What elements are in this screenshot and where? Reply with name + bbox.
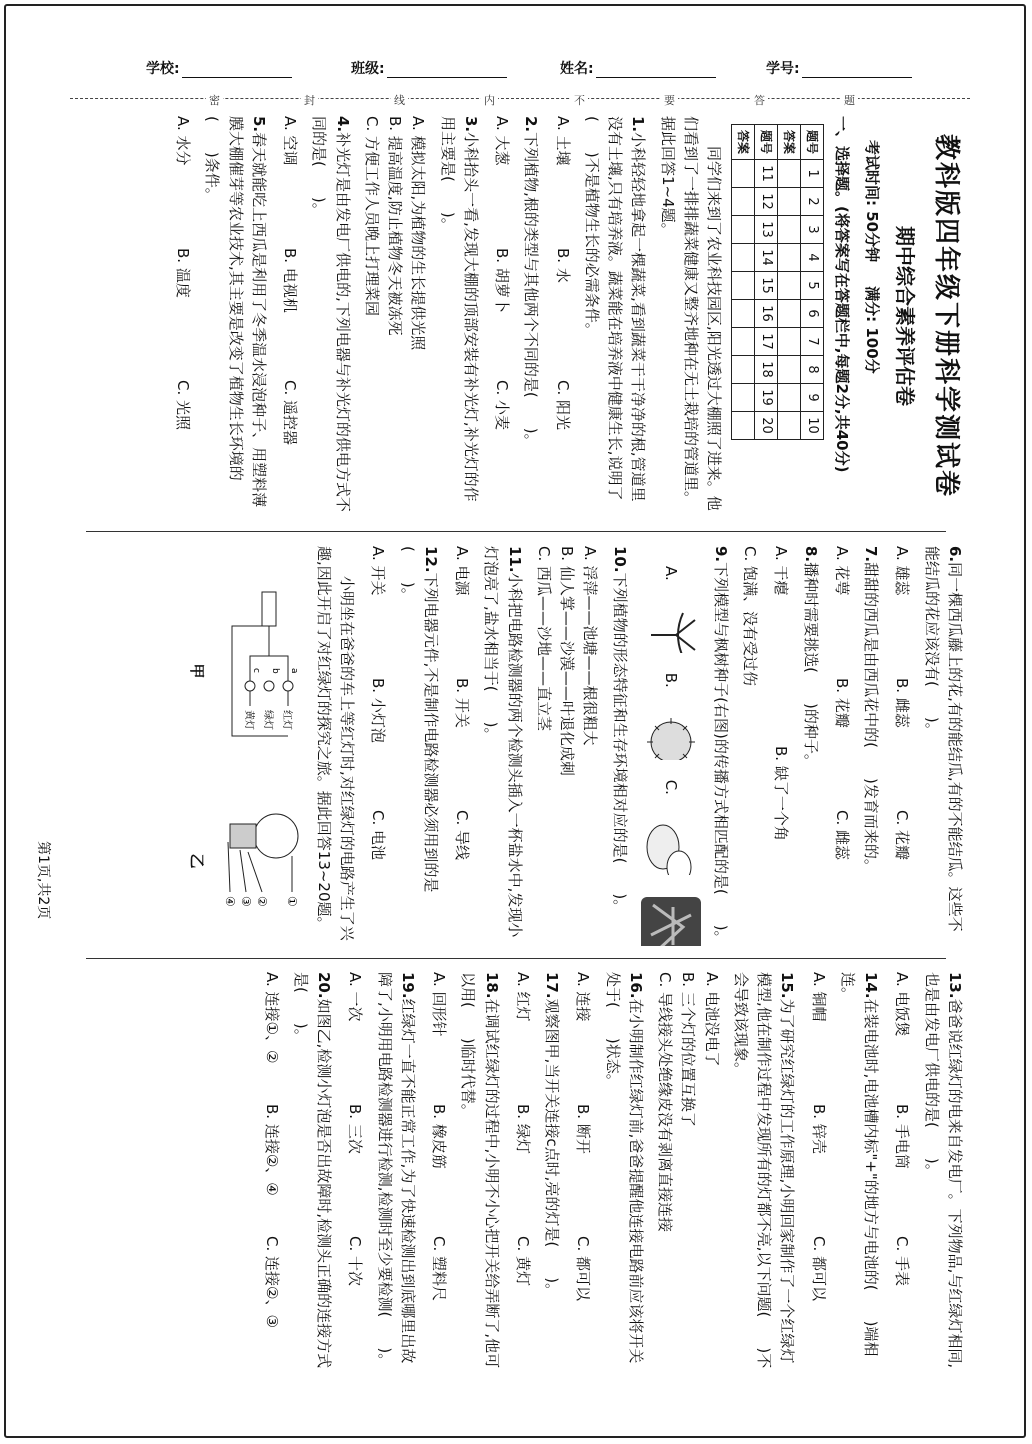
answer-cell[interactable] — [778, 412, 801, 440]
question-number: 5. — [249, 116, 268, 133]
question-text — [709, 546, 732, 946]
answer-cell[interactable] — [778, 328, 801, 356]
table-cell: 16 — [755, 300, 778, 328]
option[interactable]: B. 锌壳 — [809, 1104, 828, 1154]
seal-char: 不 — [571, 92, 588, 108]
question-number: 3. — [461, 116, 480, 133]
question-stem: 在小明制作红绿灯前,爸爸提醒他连接电路前应该将开关处于( )状态。 — [603, 972, 645, 1364]
table-cell: 13 — [755, 216, 778, 244]
question-text — [456, 972, 503, 1372]
question-number: 1. — [629, 116, 648, 133]
answer-cell[interactable] — [732, 244, 755, 272]
option[interactable]: B. 连接②、④ — [262, 1104, 281, 1196]
answer-cell[interactable] — [778, 160, 801, 188]
option[interactable]: A. 土壤 — [553, 116, 572, 166]
option[interactable]: C. — [662, 779, 681, 795]
option[interactable]: C. 十次 — [346, 1236, 365, 1287]
option[interactable]: A. 回形针 — [430, 972, 449, 1037]
option-row — [490, 116, 513, 516]
option-row — [366, 546, 389, 946]
class-blank[interactable] — [387, 63, 507, 78]
exam-title: 教科版四年级下册科学测试卷 — [931, 133, 961, 498]
option[interactable]: B. 三次 — [346, 1104, 365, 1154]
exam-score: 满分: 100分 — [862, 286, 881, 374]
question-text — [920, 972, 967, 1372]
answer-cell[interactable] — [778, 300, 801, 328]
answer-table-row — [755, 125, 778, 440]
page-number: 第1页,共2页 — [35, 841, 51, 920]
seed-model-options — [639, 566, 703, 946]
question-number: 4. — [333, 116, 352, 133]
point-a: a — [288, 668, 299, 674]
option[interactable]: B. 水 — [553, 248, 572, 283]
figure-caption-jia: 甲 — [188, 663, 207, 679]
option-row — [343, 972, 366, 1372]
table-cell: 1 — [801, 160, 824, 188]
question-stem: 甜甜的西瓜是由西瓜花中的( )发育而来的。 — [862, 562, 881, 874]
school-label: 学校: — [146, 61, 180, 77]
part-4-label: ④ — [222, 896, 237, 907]
question-text — [519, 116, 542, 516]
question-number: 14. — [862, 972, 881, 999]
option[interactable]: B. 缺了一个角 — [772, 746, 791, 841]
name-label: 姓名: — [560, 61, 594, 77]
exam-subtitle: 期中综合素养评估卷 — [892, 226, 917, 406]
question-text — [373, 972, 420, 1372]
answer-cell[interactable] — [732, 300, 755, 328]
question-text — [540, 972, 563, 1372]
answer-cell[interactable] — [732, 356, 755, 384]
answer-cell[interactable] — [732, 328, 755, 356]
question-number: 13. — [946, 972, 964, 999]
question-stem: 观察图甲,当开关连接c点时,亮的灯是( )。 — [543, 998, 562, 1299]
option[interactable]: C. 导线接头处绝缘皮没有剥离直接连接 — [656, 972, 675, 1233]
table-label-a: 答案 — [732, 125, 755, 160]
question-number: 18. — [482, 972, 501, 999]
seal-char: 封 — [301, 92, 318, 108]
option-row — [571, 972, 594, 1372]
table-cell: 6 — [801, 300, 824, 328]
question-stem: 为了研究红绿灯的工作原理,小明回家制作了一个红绿灯模型,他在制作过程中发现所有的灯都不亮,以下问题( )不会导致该现象。 — [732, 972, 797, 1369]
exam-content — [66, 116, 966, 1376]
seal-char: 要 — [661, 92, 678, 108]
answer-table-row — [801, 125, 824, 440]
seal-char: 题 — [841, 92, 858, 108]
seal-char: 线 — [391, 92, 408, 108]
question-stem: 同一棵西瓜藤上的花,有的能结瓜,有的不能结瓜。这些不能结瓜的花应该没有( )。 — [922, 546, 964, 932]
question-text — [580, 116, 650, 516]
maple-seed-photo-icon — [639, 895, 703, 946]
answer-cell[interactable] — [732, 272, 755, 300]
part-2-label: ② — [254, 896, 269, 907]
table-cell: 17 — [755, 328, 778, 356]
option[interactable]: B. 橡皮筋 — [430, 1104, 449, 1169]
question-number: 7. — [862, 546, 881, 563]
question-stem: 春天就能吃上西瓜是利用了冬季温水浸泡种子、用塑料薄膜大棚催芽等农业技术,其主要是改变了植物生长环境的( )条件。 — [203, 116, 268, 508]
question-text — [307, 116, 354, 516]
yellow-light-label: 黄灯 — [242, 710, 254, 730]
answer-cell[interactable] — [732, 216, 755, 244]
option-row — [769, 546, 792, 946]
part-3-label: ③ — [238, 896, 253, 907]
question-number: 8. — [801, 546, 820, 563]
name-blank[interactable] — [596, 63, 716, 78]
option[interactable]: C. 阳光 — [553, 380, 572, 431]
option[interactable]: C. 电池 — [369, 810, 388, 861]
helicopter-seed-model-icon — [641, 605, 701, 653]
option[interactable]: B. 胡萝卜 — [493, 248, 512, 313]
column-2 — [66, 546, 966, 946]
option[interactable]: A. 开关 — [369, 546, 388, 596]
answer-cell[interactable] — [732, 160, 755, 188]
table-cell: 5 — [801, 272, 824, 300]
option[interactable]: A. 浮萍——池塘——根很粗大 — [581, 546, 600, 746]
table-cell: 8 — [801, 356, 824, 384]
seal-line — [70, 98, 970, 99]
section-heading: 一、选择题。(将答案写在答题栏中,每题2分,共40分) — [833, 116, 852, 473]
option[interactable]: B. 小灯泡 — [369, 678, 388, 743]
exam-page — [4, 4, 1026, 1438]
answer-cell[interactable] — [732, 384, 755, 412]
option[interactable]: C. 都可以 — [574, 1236, 593, 1302]
question-text — [601, 972, 648, 1372]
option[interactable]: C. 光照 — [174, 380, 193, 431]
option[interactable]: C. 小麦 — [493, 380, 512, 431]
question-stem: 下列植物的形态特征和生存环境相对应的是( )。 — [610, 572, 629, 915]
option[interactable]: B. 三个灯的位置互换了 — [679, 972, 698, 1127]
table-cell: 18 — [755, 356, 778, 384]
option[interactable]: A. 空调 — [281, 116, 300, 166]
question-text — [435, 116, 482, 516]
question-number: 15. — [778, 972, 797, 999]
option[interactable]: A. 干瘪 — [772, 546, 791, 596]
question-text — [799, 546, 822, 946]
question-stem: 下列植物,根的类型与其他两个不同的是( )。 — [522, 132, 541, 449]
option[interactable]: B. 温度 — [174, 248, 193, 298]
option[interactable]: B. 雌蕊 — [893, 678, 912, 728]
column-divider — [86, 531, 946, 532]
class-field[interactable] — [351, 58, 507, 78]
question-number: 11. — [505, 546, 524, 573]
question-number: 16. — [627, 972, 645, 999]
seal-char: 内 — [481, 92, 498, 108]
question-stem: 下列电器元件,不是制作电路检测器必须用到的是( )。 — [398, 546, 440, 893]
page-footer — [34, 841, 60, 951]
option[interactable]: C. 导线 — [453, 810, 472, 861]
table-cell: 4 — [801, 244, 824, 272]
option[interactable]: B. 花瓣 — [833, 678, 851, 728]
table-cell: 7 — [801, 328, 824, 356]
option-row — [260, 972, 283, 1372]
table-cell: 12 — [755, 188, 778, 216]
option[interactable]: A. 电源 — [453, 546, 472, 596]
option[interactable]: C. 雌蕊 — [833, 810, 851, 861]
figure-yi — [185, 796, 306, 926]
option[interactable]: B. 提高温度,防止植物冬天被冻死 — [386, 116, 405, 336]
option[interactable]: A. 连接①、② — [262, 972, 281, 1064]
option[interactable]: C. 都可以 — [809, 1236, 828, 1302]
answer-cell[interactable] — [778, 216, 801, 244]
option[interactable]: C. 塑料尺 — [430, 1236, 449, 1302]
option-row — [890, 546, 913, 946]
table-cell: 3 — [801, 216, 824, 244]
school-field[interactable] — [146, 58, 292, 78]
option[interactable]: C. 遥控器 — [281, 380, 300, 446]
question-text — [396, 546, 443, 946]
option[interactable]: A. 电池没电了 — [702, 972, 721, 1067]
seal-char: 答 — [751, 92, 768, 108]
option[interactable]: A. — [662, 566, 681, 581]
option[interactable]: A. 雄蕊 — [893, 546, 912, 596]
option[interactable]: A. 水分 — [174, 116, 193, 166]
question-text — [608, 546, 631, 946]
option[interactable]: A. 一次 — [346, 972, 365, 1022]
exam-time: 考试时间: 50分钟 — [862, 140, 881, 263]
question-text — [920, 546, 967, 946]
table-cell: 14 — [755, 244, 778, 272]
option-row — [890, 972, 913, 1372]
burr-seed-model-icon — [641, 712, 701, 760]
reading-intro: 同学们来到了农业科技园区,阳光透过大棚照了进来。他们看到了一排排蔬菜健康又整齐地种在无土栽培的管道里。据此回答1~4题。 — [658, 116, 724, 511]
answer-cell[interactable] — [778, 188, 801, 216]
number-field[interactable] — [766, 58, 912, 78]
question-number: 12. — [422, 546, 440, 573]
table-cell: 15 — [755, 272, 778, 300]
option-row — [830, 546, 853, 946]
school-blank[interactable] — [182, 63, 292, 78]
nut-seed-model-icon — [641, 819, 701, 875]
option-row — [550, 116, 573, 516]
option-row — [807, 972, 830, 1372]
answer-table-row — [732, 125, 755, 440]
question-text — [729, 972, 799, 1372]
number-blank[interactable] — [802, 63, 912, 78]
option-row — [171, 116, 194, 516]
question-text — [479, 546, 526, 946]
option-row — [511, 972, 534, 1372]
question-number: 2. — [522, 116, 541, 133]
question-stem: 爸爸说红绿灯的电来自发电厂。下列物品,与红绿灯相同,也是由发电厂供电的是( )。 — [922, 972, 964, 1369]
option[interactable]: A. 花萼 — [833, 546, 851, 596]
option[interactable]: C. 方便工作人员晚上打理菜园 — [362, 116, 381, 317]
option[interactable]: C. 手表 — [893, 1236, 912, 1287]
option[interactable]: A. 铜帽 — [809, 972, 828, 1022]
option[interactable]: A. 模拟太阳,为植物的生长提供光照 — [409, 116, 428, 351]
option[interactable]: C. 西瓜——沙地——直立茎 — [535, 546, 553, 732]
table-cell: 20 — [755, 412, 778, 440]
column-1 — [66, 116, 966, 516]
point-b: b — [269, 668, 280, 674]
question-text — [200, 116, 270, 516]
option-row — [278, 116, 301, 516]
option[interactable]: C. 黄灯 — [514, 1236, 532, 1287]
answer-cell[interactable] — [778, 272, 801, 300]
question-stem: 下列模型与枫树种子(右图)的传播方式相匹配的是( )。 — [712, 562, 730, 946]
question-stem: 补光灯是由发电厂供电的,下列电器与补光灯的供电方式不同的是( )。 — [310, 116, 352, 512]
option[interactable]: C. 连接②、③ — [262, 1236, 281, 1328]
answer-cell[interactable] — [778, 356, 801, 384]
answer-cell[interactable] — [778, 244, 801, 272]
option[interactable]: B. 仙人掌——沙漠——叶退化成刺 — [558, 546, 577, 776]
question-text — [289, 972, 336, 1372]
figure-jia — [185, 586, 306, 756]
option[interactable]: A. 连接 — [574, 972, 593, 1022]
question-number: 6. — [946, 546, 964, 563]
table-cell: 11 — [755, 160, 778, 188]
column-3 — [66, 972, 966, 1372]
class-label: 班级: — [351, 61, 385, 77]
table-cell: 19 — [755, 384, 778, 412]
question-text — [859, 546, 882, 946]
question-stem: 小科把电路检测器的两个检测头插入一杯盐水中,发现小灯泡亮了,盐水相当于( )。 — [482, 546, 524, 938]
table-label-a: 答案 — [778, 125, 801, 160]
green-light-label: 绿灯 — [261, 710, 273, 730]
answer-table-row — [778, 125, 801, 440]
question-stem: 在装电池时,电池槽内标"+"的地方与电池的( )端相连。 — [839, 972, 881, 1357]
figure-caption-yi: 乙 — [188, 853, 207, 869]
answer-cell[interactable] — [778, 384, 801, 412]
point-c: c — [250, 668, 261, 673]
table-label-q: 题号 — [755, 125, 778, 160]
figures — [185, 586, 306, 946]
bulb-diagram — [216, 796, 306, 926]
part-1-label: ① — [284, 896, 299, 907]
reading-intro: 小明坐在爸爸的车上等红灯时,对红绿灯的电路产生了兴趣,因此开启了对红绿灯的探究之旅。据此回答13~20题。 — [315, 546, 357, 941]
question-number: 19. — [399, 972, 417, 999]
question-number: 17. — [543, 972, 562, 999]
answer-table — [731, 124, 824, 440]
column-divider — [86, 958, 946, 959]
option[interactable]: B. — [662, 672, 681, 688]
option[interactable]: A. 大葱 — [493, 116, 512, 166]
table-label-q: 题号 — [801, 125, 824, 160]
answer-cell[interactable] — [732, 188, 755, 216]
question-number: 10. — [610, 546, 629, 573]
option-row — [427, 972, 450, 1372]
question-number: 20. — [315, 972, 334, 999]
option[interactable]: B. 手电筒 — [893, 1104, 912, 1169]
option-row — [450, 546, 473, 946]
red-light-label: 红灯 — [280, 710, 292, 730]
answer-cell[interactable] — [732, 412, 755, 440]
option[interactable]: B. 开关 — [453, 678, 472, 728]
option[interactable]: B. 电视机 — [281, 248, 300, 313]
table-cell: 2 — [801, 188, 824, 216]
name-field[interactable] — [560, 58, 716, 78]
question-text — [836, 972, 883, 1372]
traffic-light-circuit-diagram — [216, 586, 306, 756]
question-stem: 小科轻轻地拿起一棵蔬菜,看到蔬菜干干净净的根,管道里没有土壤,只有培养液。蔬菜能在培养液中健康生长,说明了( )不是植物生长的必需条件。 — [582, 116, 648, 502]
option[interactable]: B. 断开 — [574, 1104, 593, 1154]
seal-char: 密 — [206, 92, 223, 108]
question-stem: 播种时需要挑选( )的种子。 — [801, 562, 820, 769]
question-stem: 小科抬头一看,发现大棚的顶部安装有补光灯,补光灯的作用主要是( )。 — [438, 116, 480, 502]
option[interactable]: A. 红灯 — [514, 972, 532, 1022]
option[interactable]: B. 绿灯 — [514, 1104, 532, 1154]
question-number: 9. — [712, 546, 730, 563]
option[interactable]: C. 花瓣 — [893, 810, 912, 861]
question-stem: 在调试红绿灯的过程中,小明不小心把开关给弄断了,他可以用( )临时代替。 — [459, 972, 501, 1369]
question-stem: 如图乙,检测小灯泡是否出故障时,检测头正确的连接方式是( )。 — [292, 972, 334, 1369]
number-label: 学号: — [766, 61, 800, 77]
option[interactable]: A. 电饭煲 — [893, 972, 912, 1037]
table-cell: 10 — [801, 412, 824, 440]
question-stem: 红绿灯一直不能正常工作,为了快速检测出到底哪里出故障了,小明用电路检测器进行检测,检测时至少要检测( )。 — [375, 972, 417, 1369]
option[interactable]: C. 饱满、没有受过伤 — [741, 546, 760, 687]
table-cell: 9 — [801, 384, 824, 412]
